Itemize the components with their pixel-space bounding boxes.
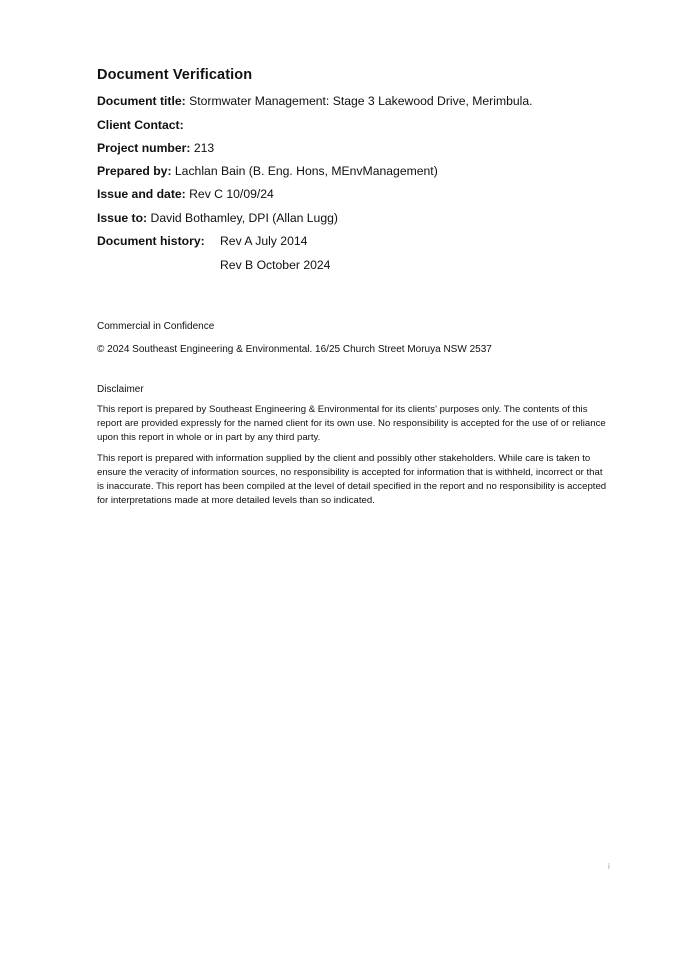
prepared-by-label: Prepared by: bbox=[97, 164, 172, 178]
issue-to-row bbox=[97, 211, 338, 225]
issue-and-date-value: Rev C 10/09/24 bbox=[189, 187, 274, 201]
document-title-row bbox=[97, 94, 533, 108]
issue-to-value: David Bothamley, DPI (Allan Lugg) bbox=[150, 211, 338, 225]
disclaimer-label: Disclaimer bbox=[97, 384, 144, 395]
document-history-row bbox=[97, 234, 205, 248]
prepared-by-value: Lachlan Bain (B. Eng. Hons, MEnvManagement) bbox=[174, 164, 438, 178]
disclaimer-paragraph-2: This report is prepared with information supplied by the client and possibly other stakeholders. While care is taken to ensure the veracity of information sources, no responsibility is accepted for information that is withheld, incorrect or that is inaccurate. This report has been compiled at the level of detail specified in the report and no responsibility is accepted for interpretations made at more detailed levels than so indicated. bbox=[97, 453, 607, 506]
client-contact-label: Client Contact: bbox=[97, 118, 184, 132]
document-title-value: Stormwater Management: Stage 3 Lakewood Drive, Merimbula. bbox=[189, 94, 533, 108]
history-entry-rev-b: Rev B October 2024 bbox=[220, 258, 331, 272]
project-number-value: 213 bbox=[193, 141, 215, 155]
project-number-row bbox=[97, 141, 214, 155]
issue-and-date-row bbox=[97, 187, 274, 201]
project-number-label: Project number: bbox=[97, 141, 191, 155]
prepared-by-row bbox=[97, 164, 438, 178]
confidentiality-label: Commercial in Confidence bbox=[97, 321, 215, 332]
document-history-label: Document history: bbox=[97, 234, 205, 248]
history-entry-rev-a: Rev A July 2014 bbox=[220, 234, 308, 248]
section-heading: Document Verification bbox=[97, 67, 253, 83]
issue-to-label: Issue to: bbox=[97, 211, 148, 225]
copyright-line: © 2024 Southeast Engineering & Environmental. 16/25 Church Street Moruya NSW 2537 bbox=[97, 344, 492, 355]
page-number: i bbox=[608, 862, 610, 871]
document-title-label: Document title: bbox=[97, 94, 186, 108]
client-contact-row bbox=[97, 118, 184, 132]
issue-and-date-label: Issue and date: bbox=[97, 187, 186, 201]
disclaimer-paragraph-1: This report is prepared by Southeast Engineering & Environmental for its clients' purposes only. The contents of this report are provided expressly for the named client for its own use. No responsibility is accepted for the use of or reliance upon this report in whole or in part by any third party. bbox=[97, 404, 606, 443]
